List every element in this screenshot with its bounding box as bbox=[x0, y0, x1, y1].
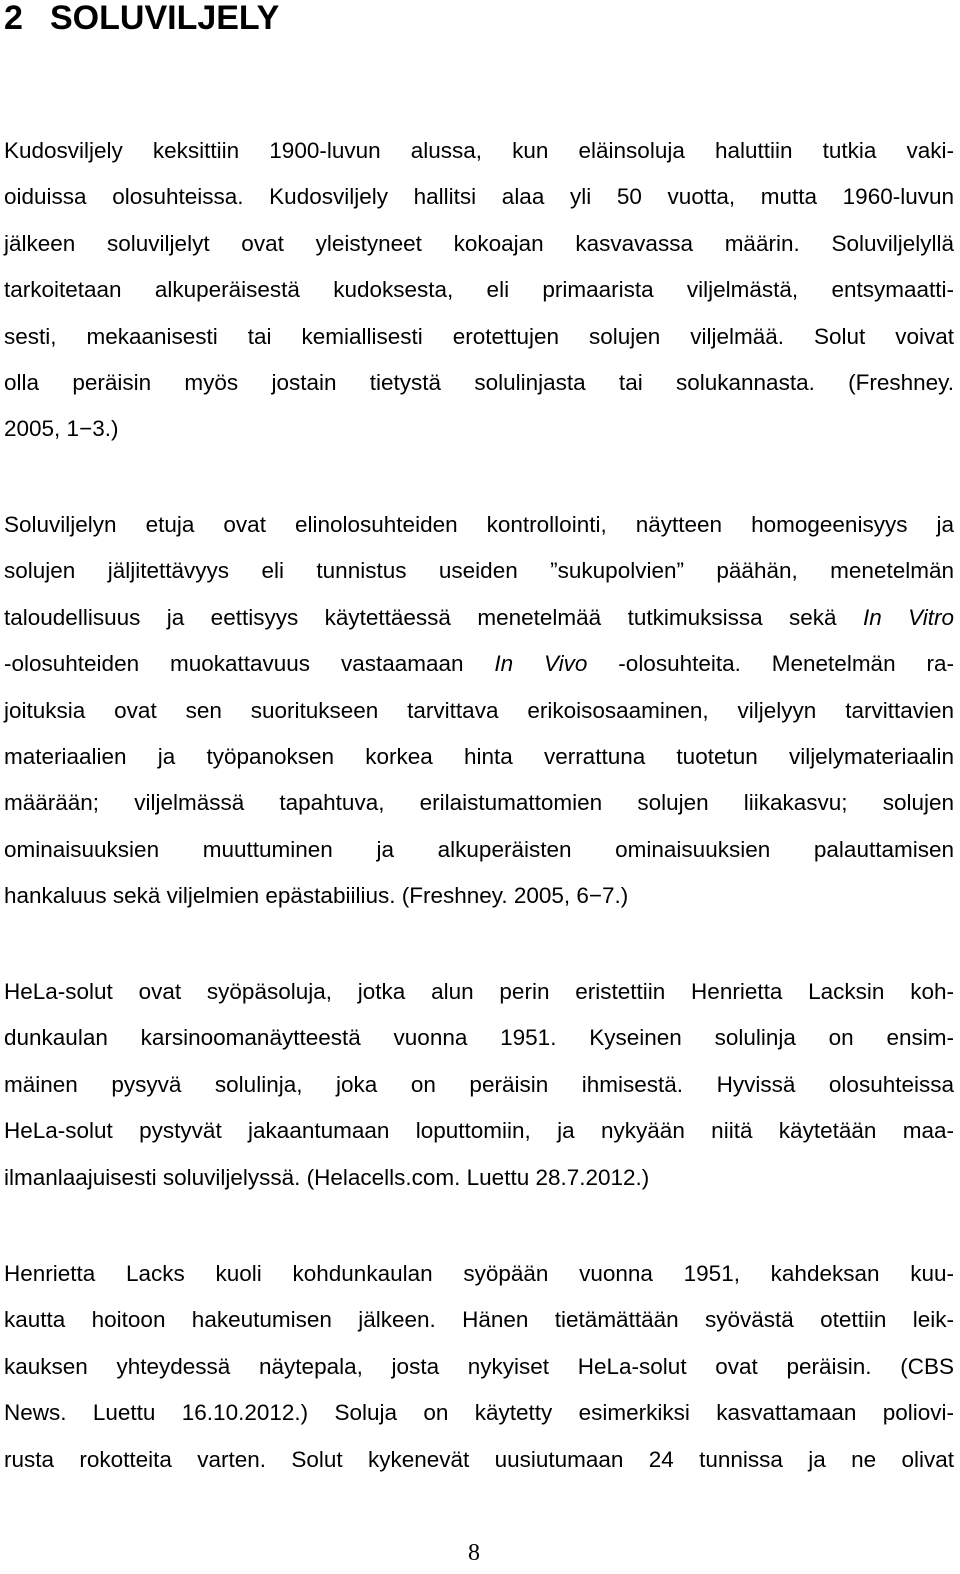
paragraph-1 bbox=[4, 128, 954, 453]
paragraph-line: taloudellisuus ja eettisyys käytettäessä menetelmää tutkimuksissa sekä In Vitro bbox=[4, 604, 955, 630]
paragraph-line: joituksia ovat sen suoritukseen tarvittava erikoisosaaminen, viljelyyn tarvittavien bbox=[4, 697, 954, 723]
paragraph-line: jälkeen soluviljelyt ovat yleistyneet kokoajan kasvavassa määrin. Soluviljelyllä bbox=[4, 230, 954, 256]
paragraph-line: -olosuhteiden muokattavuus vastaamaan In Vivo -olosuhteita. Menetelmän ra- bbox=[4, 651, 954, 677]
paragraph-line: tarkoitetaan alkuperäisestä kudoksesta, eli primaarista viljelmästä, entsymaatti- bbox=[4, 277, 954, 303]
paragraph-line: dunkaulan karsinoomanäytteestä vuonna 1951. Kyseinen solulinja on ensim- bbox=[4, 1025, 954, 1051]
paragraph-line: olla peräisin myös jostain tietystä solulinjasta tai solukannasta. (Freshney. bbox=[4, 370, 954, 396]
page-number: 8 bbox=[468, 1540, 480, 1566]
paragraph-line: solujen jäljitettävyys eli tunnistus useiden ”sukupolvien” päähän, menetelmän bbox=[4, 558, 954, 584]
paragraph-line: kautta hoitoon hakeutumisen jälkeen. Hänen tietämättään syövästä otettiin leik- bbox=[4, 1307, 954, 1333]
paragraph-line: rusta rokotteita varten. Solut kykenevät uusiutumaan 24 tunnissa ja ne olivat bbox=[4, 1446, 954, 1472]
paragraph-line: sesti, mekaanisesti tai kemiallisesti erotettujen solujen viljelmää. Solut voivat bbox=[4, 323, 954, 349]
chapter-title: SOLUVILJELY bbox=[50, 0, 280, 37]
paragraph-line: hankaluus sekä viljelmien epästabiilius. (Freshney. 2005, 6−7.) bbox=[4, 883, 629, 909]
paragraph-line: Kudosviljely keksittiin 1900-luvun alussa, kun eläinsoluja haluttiin tutkia vaki- bbox=[4, 138, 954, 163]
paragraph-line: HeLa-solut pystyvät jakaantumaan loputtomiin, ja nykyään niitä käytetään maa- bbox=[4, 1118, 954, 1144]
paragraph-line: ominaisuuksien muuttuminen ja alkuperäisten ominaisuuksien palauttamisen bbox=[4, 836, 954, 862]
paragraph-4 bbox=[4, 1251, 954, 1483]
paragraph-3 bbox=[4, 969, 954, 1201]
paragraph-line: materiaalien ja työpanoksen korkea hinta verrattuna tuotetun viljelymateriaalin bbox=[4, 744, 954, 770]
paragraph-2 bbox=[4, 502, 954, 920]
paragraph-line: 2005, 1−3.) bbox=[4, 416, 119, 442]
paragraph-line: määrään; viljelmässä tapahtuva, erilaistumattomien solujen liikakasvu; solujen bbox=[4, 790, 954, 816]
paragraph-line: ilmanlaajuisesti soluviljelyssä. (Helacells.com. Luettu 28.7.2012.) bbox=[4, 1164, 650, 1190]
paragraph-line: mäinen pysyvä solulinja, joka on peräisin ihmisestä. Hyvissä olosuhteissa bbox=[4, 1071, 954, 1097]
chapter-number: 2 bbox=[4, 0, 23, 37]
paragraph-line: Henrietta Lacks kuoli kohdunkaulan syöpään vuonna 1951, kahdeksan kuu- bbox=[4, 1261, 954, 1286]
paragraph-line: HeLa-solut ovat syöpäsoluja, jotka alun perin eristettiin Henrietta Lacksin koh- bbox=[4, 979, 954, 1004]
paragraph-line: Soluviljelyn etuja ovat elinolosuhteiden kontrollointi, näytteen homogeenisyys ja bbox=[4, 512, 954, 537]
chapter-heading bbox=[4, 0, 279, 40]
paragraph-line: kauksen yhteydessä näytepala, josta nykyiset HeLa-solut ovat peräisin. (CBS bbox=[4, 1353, 954, 1379]
paragraph-line: oiduissa olosuhteissa. Kudosviljely hallitsi alaa yli 50 vuotta, mutta 1960-luvun bbox=[4, 184, 954, 210]
paragraph-line: News. Luettu 16.10.2012.) Soluja on käytetty esimerkiksi kasvattamaan poliovi- bbox=[4, 1400, 954, 1426]
